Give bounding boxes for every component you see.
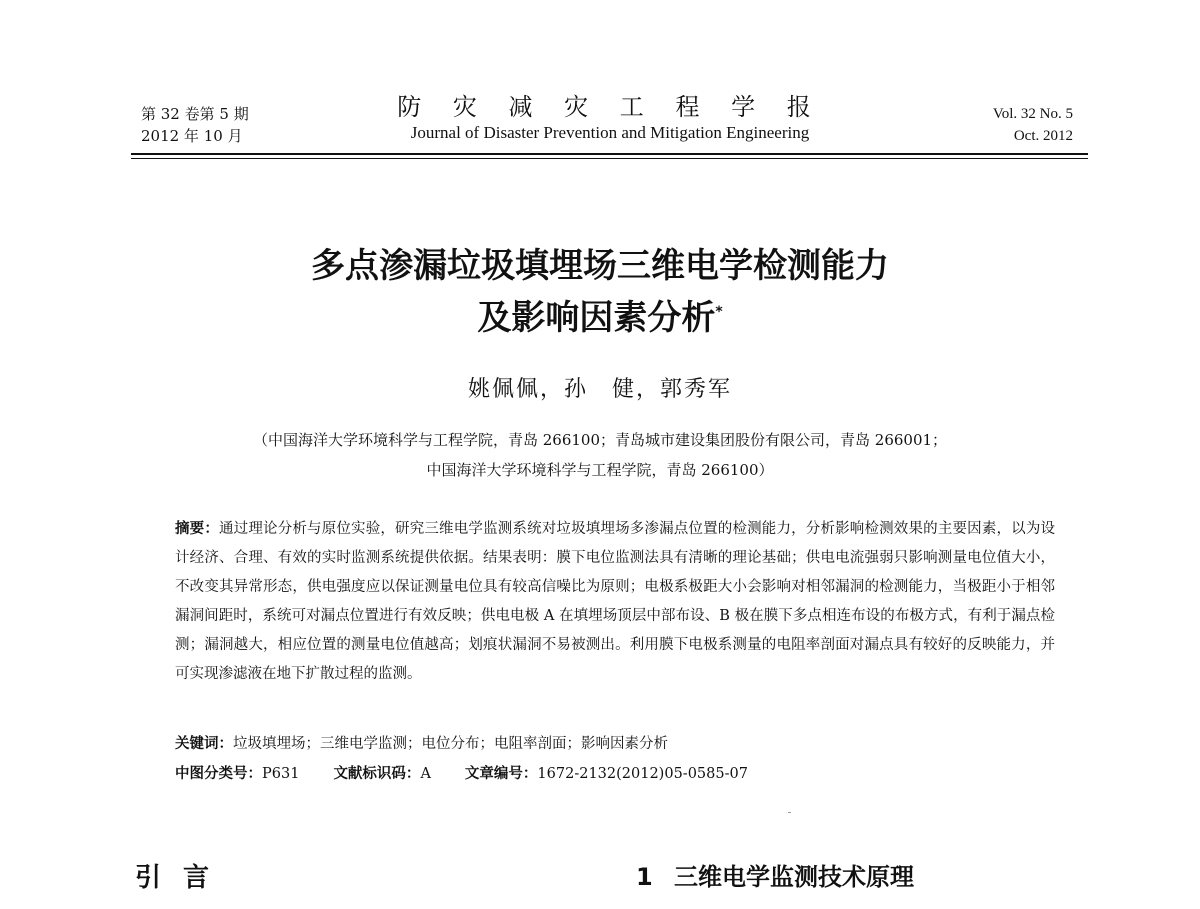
header-rule-thin bbox=[131, 158, 1088, 159]
section-heading-intro: 引言 bbox=[135, 863, 232, 893]
doc-code-label: 文献标识码： bbox=[333, 766, 421, 782]
classification-line bbox=[175, 762, 748, 783]
abstract-label: 摘要： bbox=[175, 521, 220, 537]
section-1-number: 1 bbox=[636, 863, 653, 891]
paper-title-line1: 多点渗漏垃圾填埋场三维电学检测能力 bbox=[311, 246, 889, 286]
issue-date-en: Oct. 2012 bbox=[1013, 128, 1073, 144]
clc-label: 中图分类号： bbox=[175, 766, 262, 782]
paper-title-line2-text: 及影响因素分析 bbox=[477, 298, 716, 338]
article-number-label: 文章编号： bbox=[464, 766, 538, 782]
scan-mark bbox=[788, 812, 791, 813]
journal-title bbox=[340, 92, 880, 144]
paper-title bbox=[200, 240, 1000, 344]
issue-info-cn bbox=[141, 103, 249, 147]
affiliation bbox=[150, 425, 1050, 485]
keywords bbox=[175, 732, 668, 753]
keywords-text: 垃圾填埋场；三维电学监测；电位分布；电阻率剖面；影响因素分析 bbox=[233, 736, 668, 752]
header-rule-thick bbox=[131, 153, 1088, 155]
affiliation-line1: （中国海洋大学环境科学与工程学院，青岛 266100；青岛城市建设集团股份有限公司，青岛 266001； bbox=[252, 431, 948, 449]
abstract-text: 通过理论分析与原位实验，研究三维电学监测系统对垃圾填埋场多渗漏点位置的检测能力，分析影响检测效果的主要因素，以为设计经济、合理、有效的实时监测系统提供依据。结果表明：膜下电位监测法具有清晰的理论基础；供电电流强弱只影响测量电位值大小，不改变其异常形态，供电强度应以保证测量电位具有较高信噪比为原则；电极系极距大小会影响对相邻漏洞的检测能力，当极距小于相邻漏洞间距时，系统可对漏点位置进行有效反映；供电电极 A 在填埋场顶层中部布设、B 极在膜下多点相连布设的布极方式，有利于漏点检测；漏洞越大，相应位置的测量电位值越高；划痕状漏洞不易被测出。利用膜下电极系测量的电阻率剖面对漏点具有较好的反映能力，并可实现渗滤液在地下扩散过程的监测。 bbox=[175, 521, 1056, 682]
clc-value: P631 bbox=[262, 766, 300, 782]
section-heading-1 bbox=[636, 857, 914, 892]
article-number-value: 1672-2132(2012)05-0585-07 bbox=[537, 766, 748, 782]
footnote-mark: * bbox=[715, 304, 723, 320]
issue-date-cn: 2012 年 10 月 bbox=[141, 127, 243, 145]
paper-title-line2 bbox=[200, 292, 1000, 344]
author-list: 姚佩佩，孙 健，郭秀军 bbox=[467, 377, 732, 402]
issue-info-en bbox=[993, 103, 1073, 147]
keywords-label: 关键词： bbox=[175, 736, 233, 752]
issue-number-cn: 第 32 卷第 5 期 bbox=[141, 105, 249, 123]
abstract bbox=[175, 515, 1055, 689]
journal-title-cn: 防 灾 减 灾 工 程 学 报 bbox=[397, 93, 823, 121]
section-1-title: 三维电学监测技术原理 bbox=[674, 863, 914, 891]
doc-code-value: A bbox=[420, 766, 431, 782]
affiliation-line2: 中国海洋大学环境科学与工程学院，青岛 266100） bbox=[426, 461, 774, 479]
journal-title-en: Journal of Disaster Prevention and Mitigation Engineering bbox=[410, 123, 810, 142]
issue-number-en: Vol. 32 No. 5 bbox=[992, 106, 1073, 122]
